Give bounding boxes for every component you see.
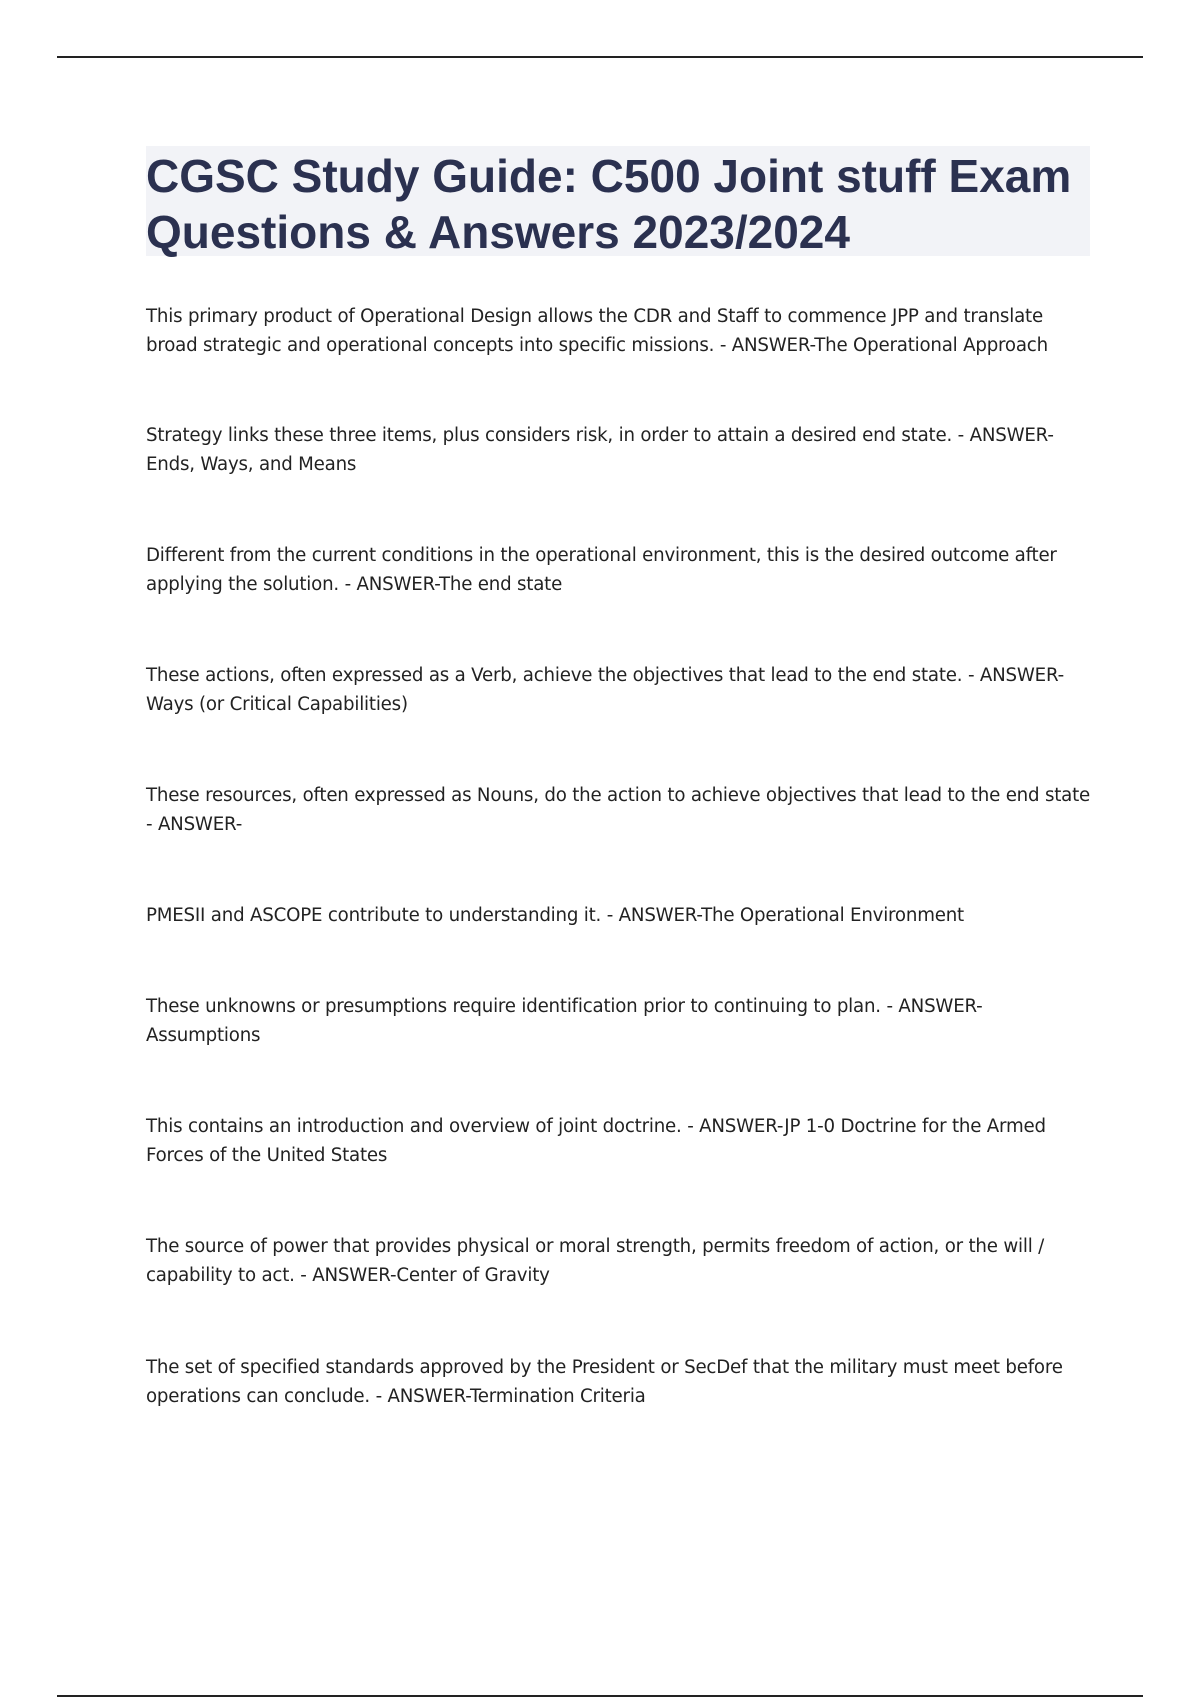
top-rule xyxy=(57,56,1143,58)
answer-separator: - ANSWER- xyxy=(294,1265,397,1286)
question-text: The set of specified standards approved by the President or SecDef that the military must meet before operations can conclude. xyxy=(146,1357,1063,1407)
question-text: Strategy links these three items, plus considers risk, in order to attain a desired end state. xyxy=(146,425,953,446)
question-text: These unknowns or presumptions require identification prior to continuing to plan. xyxy=(146,996,881,1017)
question-text: This contains an introduction and overview of joint doctrine. xyxy=(146,1116,682,1137)
answer-separator: - ANSWER- xyxy=(880,996,983,1017)
qa-item xyxy=(146,1112,1096,1170)
qa-item xyxy=(146,901,1096,930)
answer-text: Center of Gravity xyxy=(396,1265,550,1286)
qa-item xyxy=(146,1353,1096,1411)
question-text: This primary product of Operational Design allows the CDR and Staff to commence JPP and translate broad strategic and operational concepts into specific missions. xyxy=(146,306,1043,356)
answer-separator: - ANSWER- xyxy=(146,814,243,835)
answer-text: Termination Criteria xyxy=(469,1386,646,1407)
answer-text: Ways (or Critical Capabilities) xyxy=(146,694,408,715)
qa-item xyxy=(146,541,1096,599)
answer-text: The end state xyxy=(438,574,563,595)
qa-item xyxy=(146,661,1096,719)
answer-separator: - ANSWER- xyxy=(601,905,702,926)
answer-separator: - ANSWER- xyxy=(952,425,1054,446)
question-text: PMESII and ASCOPE contribute to understanding it. xyxy=(146,905,602,926)
answer-separator: - ANSWER- xyxy=(369,1386,470,1407)
qa-item xyxy=(146,1232,1096,1290)
question-text: Different from the current conditions in the operational environment, this is the desired outcome after applying the solution. xyxy=(146,545,1057,595)
qa-item xyxy=(146,421,1096,479)
answer-text: The Operational Environment xyxy=(701,905,964,926)
answer-text: Assumptions xyxy=(146,1025,261,1046)
page-title: CGSC Study Guide: C500 Joint stuff Exam Questions & Answers 2023/2024 xyxy=(146,150,1072,258)
qa-item xyxy=(146,781,1096,839)
question-text: These actions, often expressed as a Verb, achieve the objectives that lead to the end state. xyxy=(146,665,963,686)
answer-separator: - ANSWER- xyxy=(681,1116,785,1137)
title-block xyxy=(146,146,1090,256)
answer-text: JP 1-0 Doctrine for the Armed Forces of the United States xyxy=(146,1116,1046,1166)
answer-text: The Operational Approach xyxy=(814,335,1048,356)
answer-text: Ends, Ways, and Means xyxy=(146,454,357,475)
question-text: The source of power that provides physical or moral strength, permits freedom of action, or the will / capability to act. xyxy=(146,1236,1045,1286)
bottom-rule xyxy=(57,1695,1143,1697)
answer-separator: - ANSWER- xyxy=(339,574,439,595)
question-text: These resources, often expressed as Nouns, do the action to achieve objectives that lead to the end state xyxy=(146,785,1091,806)
answer-separator: - ANSWER- xyxy=(714,335,815,356)
qa-item xyxy=(146,992,1096,1050)
qa-item xyxy=(146,302,1096,360)
answer-separator: - ANSWER- xyxy=(962,665,1064,686)
